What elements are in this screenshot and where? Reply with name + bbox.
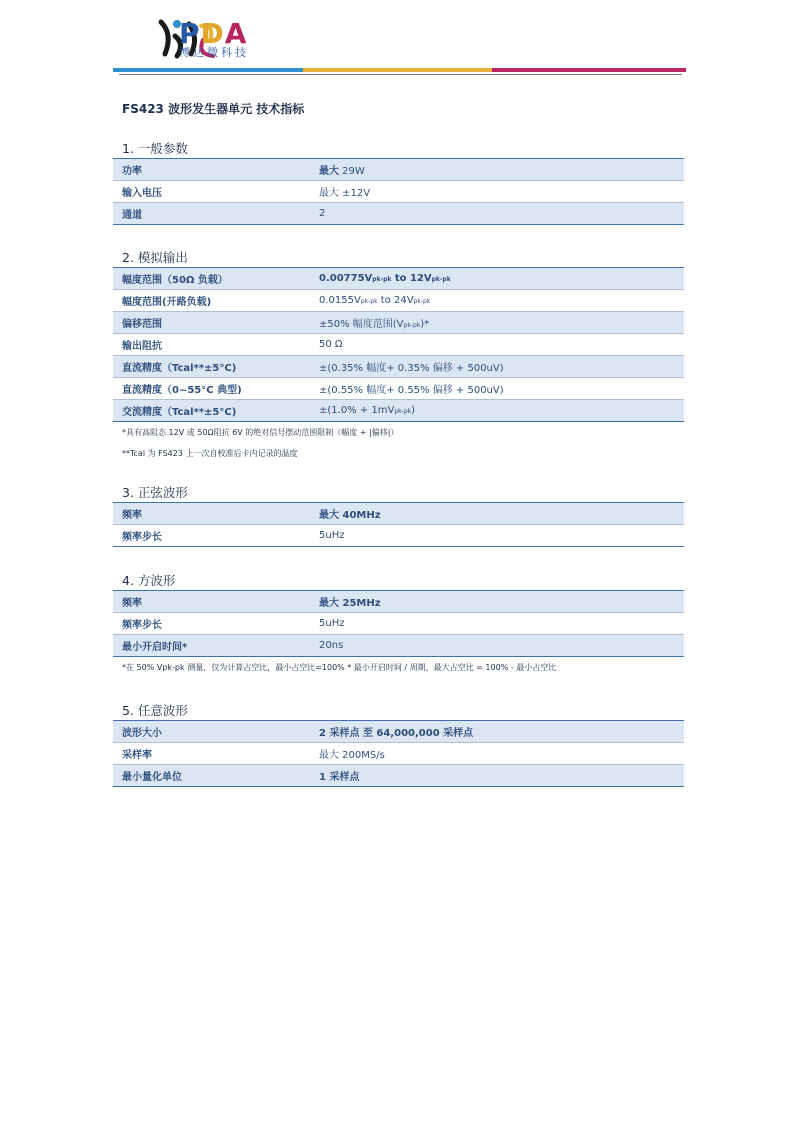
table-row <box>113 503 684 525</box>
footnote: *在 50% Vpk-pk 测量，仅为计算占空比，最小占空比=100% * 最小开启时间 / 周期，最大占空比 = 100% - 最小占空比 <box>122 663 557 672</box>
spec-value: ±50% 幅度范围(Vpk-pk)* <box>319 312 684 334</box>
spec-label: 幅度范围（50Ω 负载） <box>113 268 319 290</box>
logo-wordmark: PDA <box>179 17 248 50</box>
spec-label: 输入电压 <box>113 181 319 203</box>
spec-label: 最小量化单位 <box>113 765 319 787</box>
spec-value: 最大 ±12V <box>319 181 684 203</box>
spec-label: 波形大小 <box>113 721 319 743</box>
header-rule <box>119 74 682 75</box>
spec-value: 最大 29W <box>319 159 684 181</box>
table-row <box>113 765 684 787</box>
spec-value: 2 采样点 至 64,000,000 采样点 <box>319 721 684 743</box>
spec-value: ±(0.35% 幅度+ 0.35% 偏移 + 500uV) <box>319 356 684 378</box>
page-header <box>113 14 686 76</box>
spec-value: 5uHz <box>319 525 684 547</box>
section-analog <box>113 249 684 464</box>
spec-value: ±(0.55% 幅度+ 0.55% 偏移 + 500uV) <box>319 378 684 400</box>
table-row <box>113 203 684 225</box>
spec-value: 50 Ω <box>319 334 684 356</box>
table-row <box>113 591 684 613</box>
spec-label: 最小开启时间* <box>113 635 319 657</box>
table-row <box>113 159 684 181</box>
logo-subtitle: 博达微科技 <box>179 46 249 59</box>
spec-label: 频率步长 <box>113 613 319 635</box>
header-stripe-magenta <box>492 68 686 72</box>
spec-table <box>113 591 684 657</box>
spec-label: 直流精度（Tcal**±5°C) <box>113 356 319 378</box>
spec-value: 最大 200MS/s <box>319 743 684 765</box>
spec-label: 幅度范围(开路负载) <box>113 290 319 312</box>
section-title: 5. 任意波形 <box>113 702 684 721</box>
spec-label: 偏移范围 <box>113 312 319 334</box>
table-row <box>113 312 684 334</box>
spec-label: 功率 <box>113 159 319 181</box>
table-row <box>113 181 684 203</box>
spec-value: 5uHz <box>319 613 684 635</box>
table-row <box>113 613 684 635</box>
spec-table <box>113 721 684 787</box>
section-title: 4. 方波形 <box>113 572 684 591</box>
spec-table <box>113 159 684 225</box>
spec-value: 2 <box>319 203 684 225</box>
section-sine <box>113 484 684 547</box>
section-title: 2. 模拟输出 <box>113 249 684 268</box>
spec-label: 输出阻抗 <box>113 334 319 356</box>
footnote: *具有高阻态 12V 或 50Ω阻抗 6V 的绝对信号摆动范围限制（幅度 + |偏移|） <box>122 428 399 437</box>
document-title: FS423 波形发生器单元 技术指标 <box>122 102 305 116</box>
table-row <box>113 378 684 400</box>
table-row <box>113 356 684 378</box>
section-arb <box>113 702 684 787</box>
spec-label: 通道 <box>113 203 319 225</box>
table-row <box>113 721 684 743</box>
section-square <box>113 572 684 678</box>
spec-label: 直流精度（0~55°C 典型) <box>113 378 319 400</box>
spec-value: 最大 40MHz <box>319 503 684 525</box>
spec-label: 交流精度（Tcal**±5°C) <box>113 400 319 422</box>
spec-table <box>113 268 684 422</box>
header-stripe-yellow <box>303 68 492 72</box>
spec-label: 频率 <box>113 591 319 613</box>
table-row <box>113 635 684 657</box>
spec-label: 频率 <box>113 503 319 525</box>
section-title: 3. 正弦波形 <box>113 484 684 503</box>
section-title: 1. 一般参数 <box>113 140 684 159</box>
spec-value: 0.0155Vpk-pk to 24Vpk-pk <box>319 290 684 312</box>
spec-value: 20ns <box>319 635 684 657</box>
table-row <box>113 400 684 422</box>
spec-table <box>113 503 684 547</box>
table-row <box>113 743 684 765</box>
table-row <box>113 334 684 356</box>
section-general <box>113 140 684 225</box>
table-row <box>113 268 684 290</box>
spec-label: 频率步长 <box>113 525 319 547</box>
header-stripe-blue <box>113 68 303 72</box>
spec-value: ±(1.0% + 1mVpk-pk) <box>319 400 684 422</box>
table-row <box>113 290 684 312</box>
spec-value: 0.00775Vpk-pk to 12Vpk-pk <box>319 268 684 290</box>
footnote: **Tcal 为 FS423 上一次自校准后卡内记录的温度 <box>122 449 298 458</box>
spec-label: 采样率 <box>113 743 319 765</box>
table-row <box>113 525 684 547</box>
spec-value: 最大 25MHz <box>319 591 684 613</box>
spec-value: 1 采样点 <box>319 765 684 787</box>
